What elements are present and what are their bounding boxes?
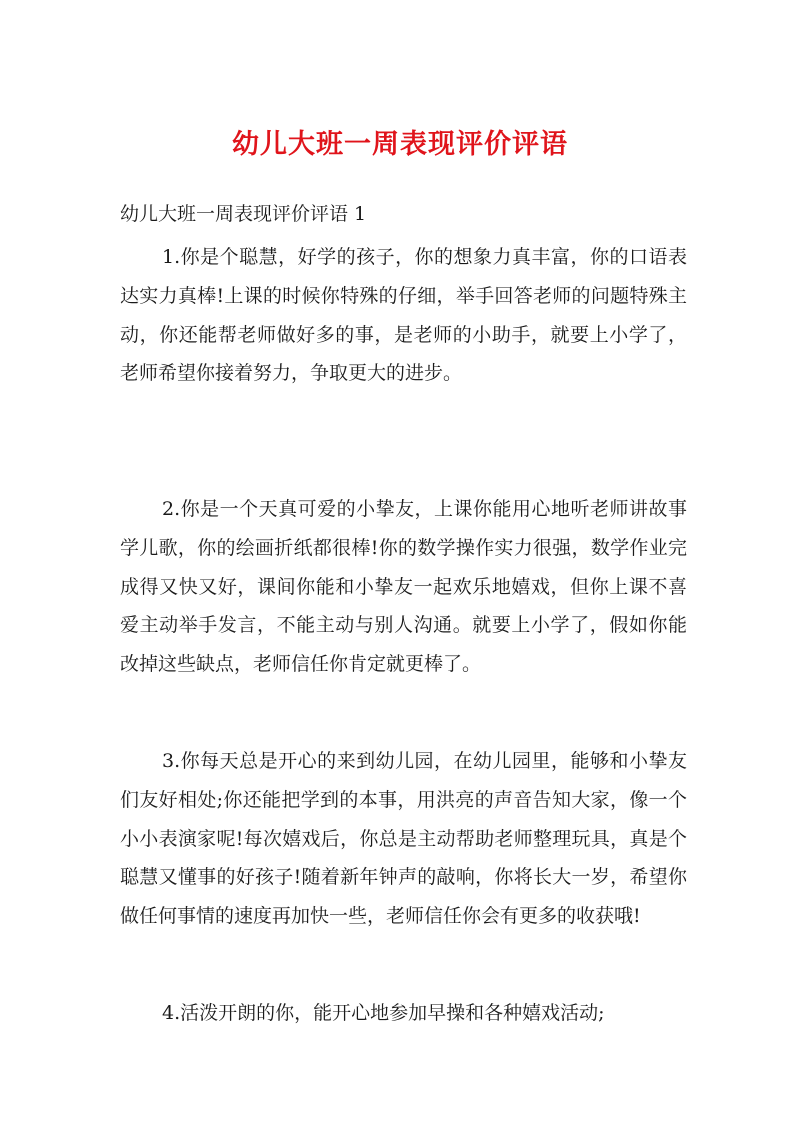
paragraph-3: 3.你每天总是开心的来到幼儿园，在幼儿园里，能够和小挚友们友好相处;你还能把学到的本事，用洪亮的声音告知大家，像一个小小表演家呢!每次嬉戏后，你总是主动帮助老师整理玩具，真是个聪慧又懂事的好孩子!随着新年钟声的敲响，你将长大一岁，希望你做任何事情的速度再加快一些，老师信任你会有更多的收获哦! bbox=[120, 750, 687, 928]
paragraph-2: 2.你是一个天真可爱的小挚友，上课你能用心地听老师讲故事学儿歌，你的绘画折纸都很棒!你的数学操作实力很强，数学作业完成得又快又好，课间你能和小挚友一起欢乐地嬉戏，但你上课不喜爱主动举手发言，不能主动与别人沟通。就要上小学了，假如你能改掉这些缺点，老师信任你肯定就更棒了。 bbox=[120, 498, 687, 676]
section-heading: 幼儿大班一周表现评价评语 1 bbox=[120, 203, 367, 225]
paragraph-4: 4.活泼开朗的你，能开心地参加早操和各种嬉戏活动; bbox=[162, 1002, 605, 1024]
paragraph-1: 1.你是个聪慧，好学的孩子，你的想象力真丰富，你的口语表达实力真棒!上课的时候你特殊的仔细，举手回答老师的问题特殊主动，你还能帮老师做好多的事，是老师的小助手，就要上小学了，老师希望你接着努力，争取更大的进步。 bbox=[120, 246, 687, 385]
document-title: 幼儿大班一周表现评价评语 bbox=[232, 129, 568, 160]
